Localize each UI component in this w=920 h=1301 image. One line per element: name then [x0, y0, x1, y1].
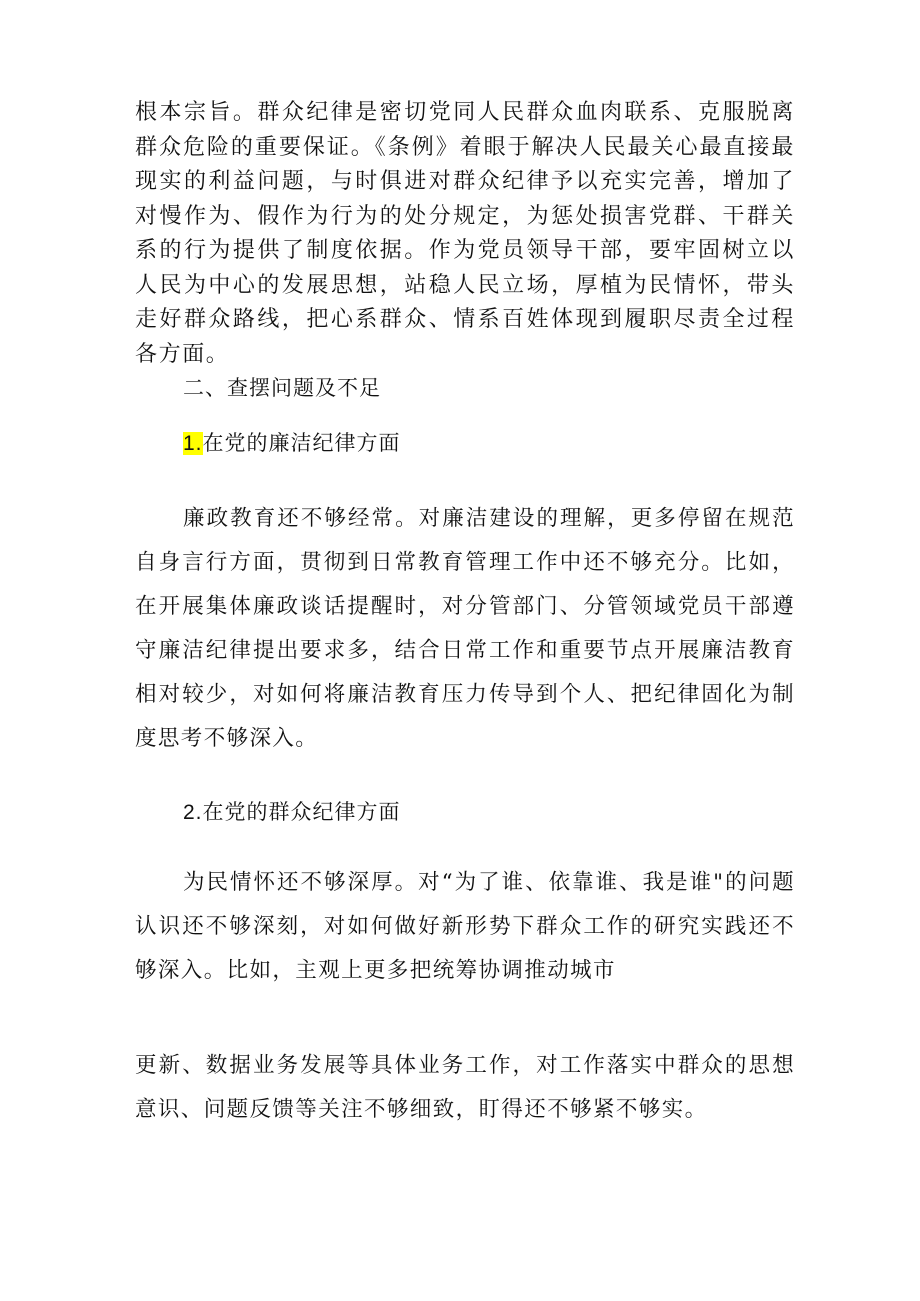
paragraph-intro: 根本宗旨。群众纪律是密切党同人民群众血肉联系、克服脱离群众危险的重要保证。《条例》着眼于解决人民最关心最直接最现实的利益问题，与时俱进对群众纪律予以充实完善，增加了对慢作为、假作为行为的处分规定，为惩处损害党群、干群关系的行为提供了制度依据。作为党员领导干部，要牢固树立以人民为中心的发展思想，站稳人民立场，厚植为民情怀，带头走好群众路线，把心系群众、情系百姓体现到履职尽责全过程各方面。 [135, 100, 795, 367]
subheading-qunzhong [183, 797, 401, 828]
paragraph-qunzhong: 为民情怀还不够深厚。对“为了谁、依靠谁、我是谁"的问题认识还不够深刻，对如何做好新形势下群众工作的研究实践还不够深入。比如，主观上更多把统筹协调推动城市 [135, 870, 795, 983]
paragraph-continued: 更新、数据业务发展等具体业务工作，对工作落实中群众的思想意识、问题反馈等关注不够细致，盯得还不够紧不够实。 [135, 1053, 795, 1122]
subheading-lianjie-title: 在党的廉洁纪律方面 [202, 431, 401, 455]
subheading-lianjie [183, 428, 401, 459]
section-heading: 二、查摆问题及不足 [183, 376, 381, 400]
subheading-qunzhong-title: 在党的群众纪律方面 [202, 800, 401, 824]
subheading-qunzhong-number: 2. [183, 801, 203, 824]
highlighted-number: 1. [183, 432, 203, 455]
paragraph-lianjie: 廉政教育还不够经常。对廉洁建设的理解，更多停留在规范自身言行方面，贯彻到日常教育管理工作中还不够充分。比如，在开展集体廉政谈话提醒时，对分管部门、分管领域党员干部遵守廉洁纪律提出要求多，结合日常工作和重要节点开展廉洁教育相对较少，对如何将廉洁教育压力传导到个人、把纪律固化为制度思考不够深入。 [135, 506, 795, 751]
